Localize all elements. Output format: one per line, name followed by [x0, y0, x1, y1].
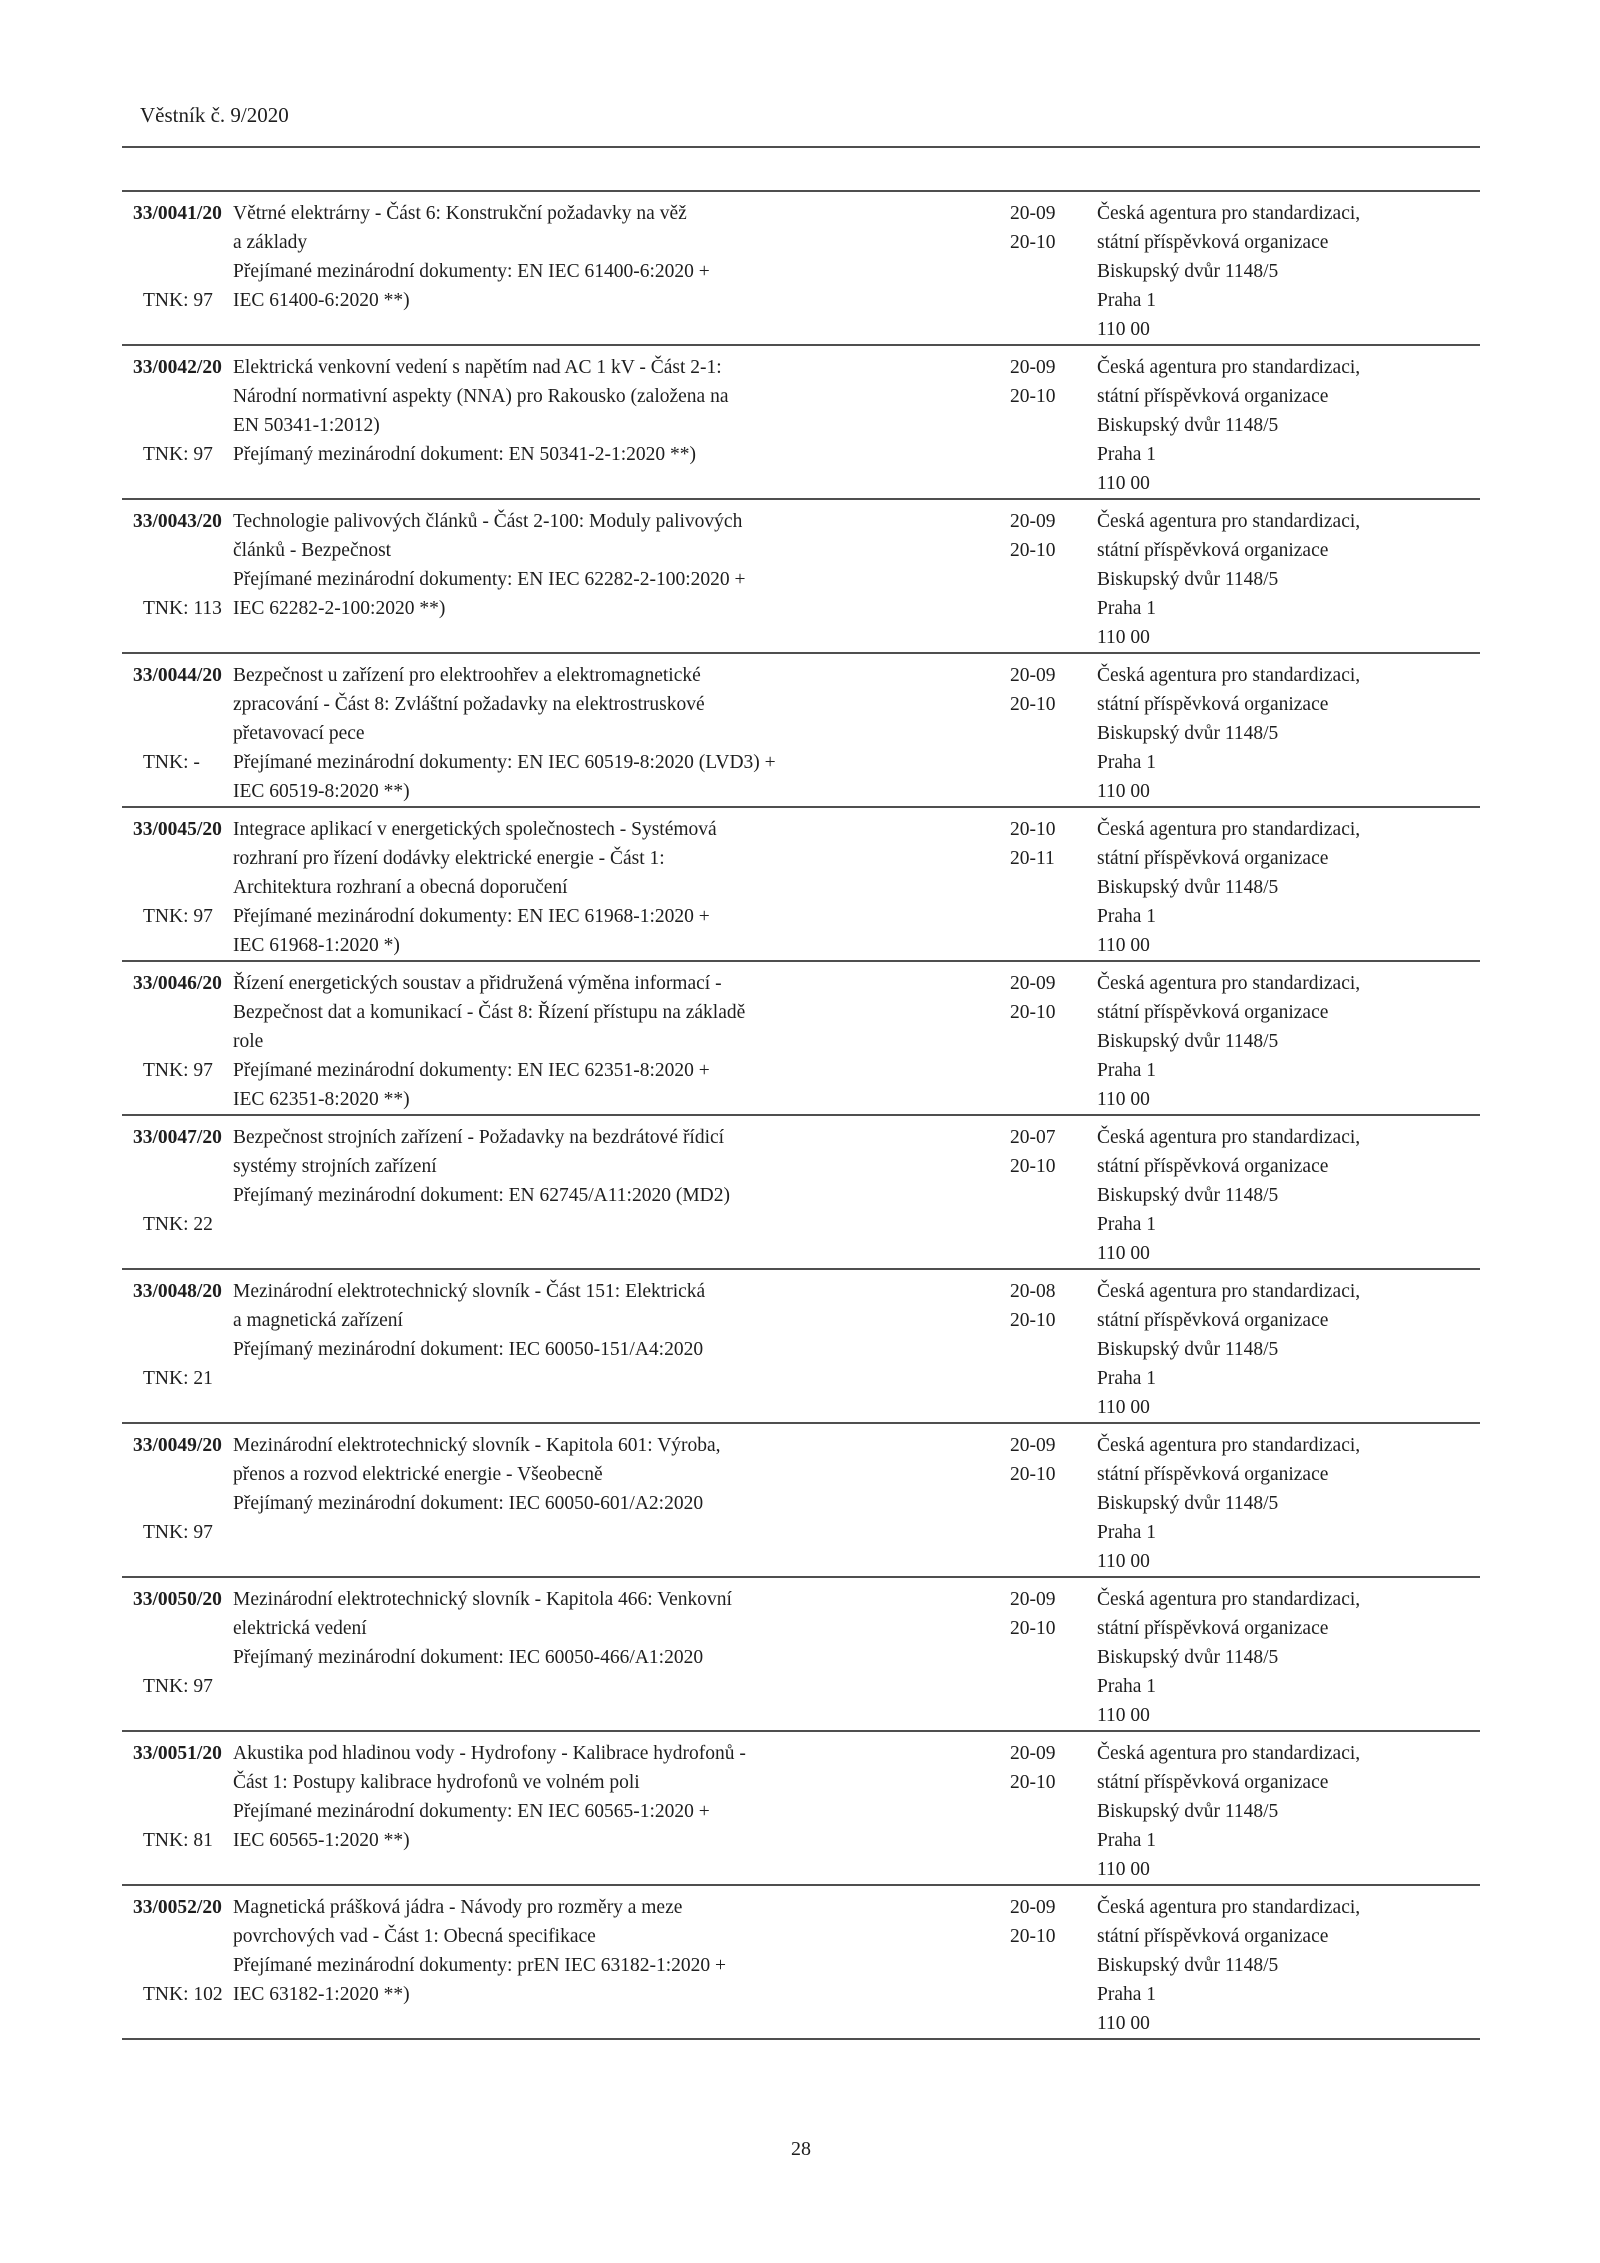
row-tnk: TNK: 97	[143, 1060, 213, 1081]
row-id-cell	[122, 1739, 233, 1855]
date-line: 20-09	[1010, 1743, 1056, 1764]
date-line: 20-09	[1010, 357, 1056, 378]
agency-line: Česká agentura pro standardizaci,	[1097, 1743, 1361, 1764]
row-description	[233, 507, 913, 623]
agency-line: státní příspěvková organizace	[1097, 1002, 1329, 1023]
agency-line: 110 00	[1097, 935, 1150, 956]
row-agency	[1097, 969, 1480, 1114]
row-description	[233, 1739, 913, 1855]
agency-line: Česká agentura pro standardizaci,	[1097, 511, 1361, 532]
description-line: EN 50341-1:2012)	[233, 415, 380, 436]
description-line: Větrné elektrárny - Část 6: Konstrukční požadavky na věž	[233, 203, 687, 224]
description-line: přenos a rozvod elektrické energie - Všeobecně	[233, 1464, 603, 1485]
agency-line: Česká agentura pro standardizaci,	[1097, 357, 1361, 378]
agency-line: Biskupský dvůr 1148/5	[1097, 1955, 1279, 1976]
agency-line: Praha 1	[1097, 906, 1157, 927]
row-tnk: TNK: 22	[143, 1214, 213, 1235]
row-tnk: TNK: 97	[143, 290, 213, 311]
agency-line: Česká agentura pro standardizaci,	[1097, 1127, 1361, 1148]
date-line: 20-10	[1010, 386, 1056, 407]
row-dates	[1010, 1893, 1080, 1951]
row-agency	[1097, 1431, 1480, 1576]
row-dates	[1010, 199, 1080, 257]
row-description	[233, 1123, 913, 1210]
row-id-cell	[122, 1431, 233, 1547]
row-id-cell	[122, 1893, 233, 2009]
row-id: 33/0043/20	[133, 511, 222, 532]
date-line: 20-10	[1010, 1310, 1056, 1331]
row-id: 33/0048/20	[133, 1281, 222, 1302]
row-agency	[1097, 353, 1480, 498]
agency-line: Praha 1	[1097, 290, 1157, 311]
row-agency	[1097, 1123, 1480, 1268]
description-line: Integrace aplikací v energetických společnostech - Systémová	[233, 819, 717, 840]
row-description	[233, 661, 913, 806]
table-row	[122, 1114, 1480, 1268]
date-line: 20-10	[1010, 1464, 1056, 1485]
row-id-cell	[122, 1277, 233, 1393]
date-line: 20-09	[1010, 511, 1056, 532]
row-dates	[1010, 1739, 1080, 1797]
agency-line: Biskupský dvůr 1148/5	[1097, 415, 1279, 436]
description-line: Přejímané mezinárodní dokumenty: EN IEC 62282-2-100:2020 +	[233, 569, 746, 590]
description-line: zpracování - Část 8: Zvláštní požadavky na elektrostruskové	[233, 694, 705, 715]
agency-line: Česká agentura pro standardizaci,	[1097, 1589, 1361, 1610]
row-dates	[1010, 1431, 1080, 1489]
description-line: Přejímané mezinárodní dokumenty: EN IEC 62351-8:2020 +	[233, 1060, 710, 1081]
date-line: 20-09	[1010, 665, 1056, 686]
description-line: elektrická vedení	[233, 1618, 367, 1639]
agency-line: Biskupský dvůr 1148/5	[1097, 1031, 1279, 1052]
description-line: Přejímané mezinárodní dokumenty: EN IEC 61968-1:2020 +	[233, 906, 710, 927]
table-row	[122, 344, 1480, 498]
agency-line: 110 00	[1097, 1397, 1150, 1418]
row-agency	[1097, 1739, 1480, 1884]
description-line: Elektrická venkovní vedení s napětím nad AC 1 kV - Část 2-1:	[233, 357, 722, 378]
description-line: Mezinárodní elektrotechnický slovník - Kapitola 466: Venkovní	[233, 1589, 732, 1610]
row-dates	[1010, 507, 1080, 565]
description-line: IEC 60565-1:2020 **)	[233, 1830, 410, 1851]
row-description	[233, 353, 913, 469]
agency-line: státní příspěvková organizace	[1097, 1926, 1329, 1947]
row-dates	[1010, 815, 1080, 873]
table-row	[122, 498, 1480, 652]
row-id-cell	[122, 353, 233, 469]
description-line: Mezinárodní elektrotechnický slovník - Část 151: Elektrická	[233, 1281, 706, 1302]
description-line: IEC 62282-2-100:2020 **)	[233, 598, 446, 619]
date-line: 20-09	[1010, 203, 1056, 224]
description-line: Bezpečnost u zařízení pro elektroohřev a elektromagnetické	[233, 665, 701, 686]
description-line: Přejímané mezinárodní dokumenty: EN IEC 61400-6:2020 +	[233, 261, 710, 282]
description-line: Architektura rozhraní a obecná doporučení	[233, 877, 568, 898]
row-agency	[1097, 661, 1480, 806]
date-line: 20-11	[1010, 848, 1055, 869]
date-line: 20-10	[1010, 819, 1056, 840]
agency-line: Česká agentura pro standardizaci,	[1097, 1435, 1361, 1456]
header-title: Věstník č. 9/2020	[140, 103, 289, 127]
agency-line: 110 00	[1097, 473, 1150, 494]
date-line: 20-10	[1010, 694, 1056, 715]
agency-line: Praha 1	[1097, 1060, 1157, 1081]
page-number: 28	[791, 2138, 811, 2160]
agency-line: Česká agentura pro standardizaci,	[1097, 1281, 1361, 1302]
row-tnk: TNK: 113	[143, 598, 222, 619]
description-line: role	[233, 1031, 264, 1052]
row-tnk: TNK: 81	[143, 1830, 213, 1851]
row-id: 33/0052/20	[133, 1897, 222, 1918]
description-line: Akustika pod hladinou vody - Hydrofony - Kalibrace hydrofonů -	[233, 1743, 746, 1764]
description-line: Přejímaný mezinárodní dokument: EN 50341-2-1:2020 **)	[233, 444, 697, 465]
description-line: Bezpečnost strojních zařízení - Požadavky na bezdrátové řídicí	[233, 1127, 725, 1148]
row-agency	[1097, 1893, 1480, 2038]
row-id: 33/0051/20	[133, 1743, 222, 1764]
row-id-cell	[122, 1123, 233, 1239]
agency-line: Česká agentura pro standardizaci,	[1097, 973, 1361, 994]
date-line: 20-09	[1010, 973, 1056, 994]
description-line: a magnetická zařízení	[233, 1310, 403, 1331]
description-line: povrchových vad - Část 1: Obecná specifikace	[233, 1926, 596, 1947]
agency-line: státní příspěvková organizace	[1097, 1310, 1329, 1331]
row-description	[233, 1893, 913, 2009]
row-agency	[1097, 1277, 1480, 1422]
row-dates	[1010, 969, 1080, 1027]
agency-line: 110 00	[1097, 1243, 1150, 1264]
agency-line: státní příspěvková organizace	[1097, 1772, 1329, 1793]
agency-line: Biskupský dvůr 1148/5	[1097, 1339, 1279, 1360]
agency-line: Biskupský dvůr 1148/5	[1097, 723, 1279, 744]
agency-line: státní příspěvková organizace	[1097, 386, 1329, 407]
table-row	[122, 806, 1480, 960]
agency-line: Česká agentura pro standardizaci,	[1097, 665, 1361, 686]
agency-line: Praha 1	[1097, 444, 1157, 465]
description-line: přetavovací pece	[233, 723, 365, 744]
description-line: článků - Bezpečnost	[233, 540, 392, 561]
description-line: IEC 63182-1:2020 **)	[233, 1984, 410, 2005]
description-line: Bezpečnost dat a komunikací - Část 8: Řízení přístupu na základě	[233, 1002, 746, 1023]
agency-line: Biskupský dvůr 1148/5	[1097, 1493, 1279, 1514]
agency-line: 110 00	[1097, 781, 1150, 802]
agency-line: 110 00	[1097, 1089, 1150, 1110]
row-tnk: TNK: -	[143, 752, 200, 773]
description-line: a základy	[233, 232, 308, 253]
agency-line: 110 00	[1097, 1705, 1150, 1726]
row-id-cell	[122, 661, 233, 777]
row-id: 33/0050/20	[133, 1589, 222, 1610]
agency-line: Praha 1	[1097, 752, 1157, 773]
date-line: 20-09	[1010, 1435, 1056, 1456]
row-dates	[1010, 1585, 1080, 1643]
agency-line: Česká agentura pro standardizaci,	[1097, 819, 1361, 840]
row-agency	[1097, 1585, 1480, 1730]
description-line: Magnetická prášková jádra - Návody pro rozměry a meze	[233, 1897, 683, 1918]
description-line: Mezinárodní elektrotechnický slovník - Kapitola 601: Výroba,	[233, 1435, 721, 1456]
agency-line: státní příspěvková organizace	[1097, 540, 1329, 561]
agency-line: státní příspěvková organizace	[1097, 694, 1329, 715]
row-id-cell	[122, 969, 233, 1085]
description-line: systémy strojních zařízení	[233, 1156, 437, 1177]
description-line: Národní normativní aspekty (NNA) pro Rakousko (založena na	[233, 386, 729, 407]
table-row	[122, 1730, 1480, 1884]
table-row	[122, 1884, 1480, 2038]
description-line: Technologie palivových článků - Část 2-100: Moduly palivových	[233, 511, 743, 532]
description-line: Přejímaný mezinárodní dokument: IEC 60050-601/A2:2020	[233, 1493, 704, 1514]
date-line: 20-09	[1010, 1589, 1056, 1610]
row-id: 33/0046/20	[133, 973, 222, 994]
header-rule	[122, 146, 1480, 148]
row-id-cell	[122, 815, 233, 931]
table-row	[122, 1422, 1480, 1576]
standards-table	[122, 190, 1480, 2040]
row-id: 33/0047/20	[133, 1127, 222, 1148]
agency-line: 110 00	[1097, 2013, 1150, 2034]
agency-line: 110 00	[1097, 1859, 1150, 1880]
row-id: 33/0049/20	[133, 1435, 222, 1456]
row-id-cell	[122, 1585, 233, 1701]
agency-line: Biskupský dvůr 1148/5	[1097, 877, 1279, 898]
row-description	[233, 1277, 913, 1364]
description-line: IEC 61400-6:2020 **)	[233, 290, 410, 311]
date-line: 20-10	[1010, 540, 1056, 561]
table-row	[122, 652, 1480, 806]
agency-line: 110 00	[1097, 319, 1150, 340]
row-agency	[1097, 507, 1480, 652]
row-agency	[1097, 815, 1480, 960]
agency-line: státní příspěvková organizace	[1097, 848, 1329, 869]
description-line: Řízení energetických soustav a přidružená výměna informací -	[233, 973, 722, 994]
date-line: 20-10	[1010, 1002, 1056, 1023]
row-tnk: TNK: 97	[143, 906, 213, 927]
description-line: Přejímané mezinárodní dokumenty: EN IEC 60565-1:2020 +	[233, 1801, 710, 1822]
row-description	[233, 969, 913, 1114]
row-dates	[1010, 1277, 1080, 1335]
table-row	[122, 190, 1480, 344]
row-id-cell	[122, 507, 233, 623]
date-line: 20-09	[1010, 1897, 1056, 1918]
table-row	[122, 960, 1480, 1114]
row-dates	[1010, 353, 1080, 411]
description-line: Přejímané mezinárodní dokumenty: prEN IEC 63182-1:2020 +	[233, 1955, 726, 1976]
agency-line: Praha 1	[1097, 1830, 1157, 1851]
row-id: 33/0044/20	[133, 665, 222, 686]
date-line: 20-10	[1010, 1156, 1056, 1177]
description-line: IEC 60519-8:2020 **)	[233, 781, 410, 802]
agency-line: Biskupský dvůr 1148/5	[1097, 1647, 1279, 1668]
description-line: IEC 61968-1:2020 *)	[233, 935, 400, 956]
agency-line: Praha 1	[1097, 1522, 1157, 1543]
agency-line: Praha 1	[1097, 1984, 1157, 2005]
row-agency	[1097, 199, 1480, 344]
agency-line: Praha 1	[1097, 1676, 1157, 1697]
agency-line: 110 00	[1097, 1551, 1150, 1572]
agency-line: státní příspěvková organizace	[1097, 232, 1329, 253]
date-line: 20-07	[1010, 1127, 1056, 1148]
row-tnk: TNK: 21	[143, 1368, 213, 1389]
row-tnk: TNK: 97	[143, 1676, 213, 1697]
description-line: Část 1: Postupy kalibrace hydrofonů ve volném poli	[233, 1772, 640, 1793]
row-description	[233, 815, 913, 960]
row-id: 33/0045/20	[133, 819, 222, 840]
description-line: rozhraní pro řízení dodávky elektrické energie - Část 1:	[233, 848, 665, 869]
agency-line: Biskupský dvůr 1148/5	[1097, 1801, 1279, 1822]
date-line: 20-10	[1010, 1926, 1056, 1947]
row-tnk: TNK: 97	[143, 444, 213, 465]
description-line: Přejímaný mezinárodní dokument: IEC 60050-466/A1:2020	[233, 1647, 704, 1668]
agency-line: státní příspěvková organizace	[1097, 1156, 1329, 1177]
description-line: IEC 62351-8:2020 **)	[233, 1089, 410, 1110]
row-tnk: TNK: 97	[143, 1522, 213, 1543]
row-id: 33/0041/20	[133, 203, 222, 224]
date-line: 20-10	[1010, 232, 1056, 253]
agency-line: Praha 1	[1097, 1214, 1157, 1235]
agency-line: Praha 1	[1097, 598, 1157, 619]
row-id-cell	[122, 199, 233, 315]
agency-line: státní příspěvková organizace	[1097, 1464, 1329, 1485]
table-row	[122, 1576, 1480, 1730]
row-description	[233, 1585, 913, 1672]
description-line: Přejímané mezinárodní dokumenty: EN IEC 60519-8:2020 (LVD3) +	[233, 752, 776, 773]
row-dates	[1010, 661, 1080, 719]
table-row	[122, 1268, 1480, 1422]
agency-line: Česká agentura pro standardizaci,	[1097, 203, 1361, 224]
description-line: Přejímaný mezinárodní dokument: IEC 60050-151/A4:2020	[233, 1339, 704, 1360]
agency-line: Biskupský dvůr 1148/5	[1097, 569, 1279, 590]
date-line: 20-08	[1010, 1281, 1056, 1302]
agency-line: Biskupský dvůr 1148/5	[1097, 1185, 1279, 1206]
date-line: 20-10	[1010, 1772, 1056, 1793]
row-tnk: TNK: 102	[143, 1984, 223, 2005]
row-description	[233, 1431, 913, 1518]
date-line: 20-10	[1010, 1618, 1056, 1639]
row-id: 33/0042/20	[133, 357, 222, 378]
agency-line: Česká agentura pro standardizaci,	[1097, 1897, 1361, 1918]
agency-line: státní příspěvková organizace	[1097, 1618, 1329, 1639]
agency-line: Biskupský dvůr 1148/5	[1097, 261, 1279, 282]
row-description	[233, 199, 913, 315]
row-dates	[1010, 1123, 1080, 1181]
description-line: Přejímaný mezinárodní dokument: EN 62745/A11:2020 (MD2)	[233, 1185, 730, 1206]
agency-line: Praha 1	[1097, 1368, 1157, 1389]
agency-line: 110 00	[1097, 627, 1150, 648]
